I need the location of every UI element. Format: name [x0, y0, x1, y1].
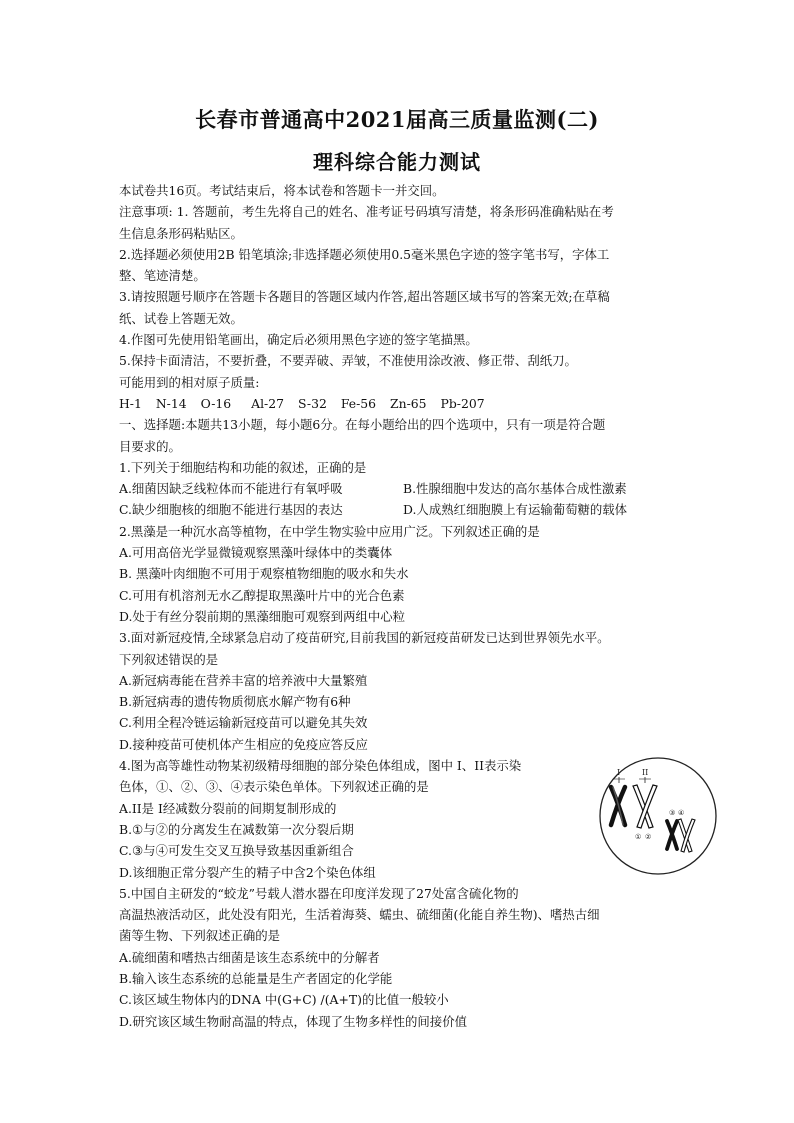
notice-4: 4.作图可先使用铅笔画出，确定后必须用黑色字迹的签字笔描黑。: [119, 332, 478, 348]
notice-1: 注意事项: 1. 答题前，考生先将自己的姓名、准考证号码填写清楚，将条形码准确粘贴在考: [119, 204, 614, 220]
notice-3-cont: 纸、试卷上答题无效。: [119, 310, 243, 326]
question-2-stem: 2.黑藻是一种沉水高等植物，在中学生物实验中应用广泛。下列叙述正确的是: [119, 523, 540, 539]
option-b: B.性腺细胞中发达的高尔基体合成性激素: [403, 481, 627, 497]
atom-mass: Al-27: [251, 395, 284, 411]
option-a: A.可用高倍光学显微镜观察黑藻叶绿体中的类囊体: [119, 545, 393, 561]
notice-2-cont: 整、笔迹清楚。: [119, 268, 206, 284]
question-4-stem: 4.图为高等雄性动物某初级精母细胞的部分染色体组成，图中 I、II表示染: [119, 758, 522, 774]
notice-3: 3.请按照题号顺序在答题卡各题目的答题区域内作答,超出答题区域书写的答案无效;在草稿: [119, 289, 610, 305]
atomic-masses: [119, 393, 689, 414]
chromosome-figure: [597, 755, 719, 877]
chromosome-small-filled: [667, 821, 677, 849]
chromosome-I: [611, 787, 625, 825]
atom-mass: Pb-207: [440, 395, 485, 411]
question-1-stem: 1.下列关于细胞结构和功能的叙述，正确的是: [119, 459, 367, 475]
option-b: B. 黑藻叶肉细胞不可用于观察植物细胞的吸水和失水: [119, 566, 409, 582]
option-c: C.可用有机溶剂无水乙醇提取黑藻叶片中的光合色素: [119, 587, 405, 603]
label-chromosome-I: I: [617, 768, 621, 777]
option-c: C.缺少细胞核的细胞不能进行基因的表达: [119, 502, 343, 518]
atom-mass: Fe-56: [340, 395, 377, 411]
page-subtitle: 理科综合能力测试: [313, 150, 481, 174]
question-1-options-ab: [119, 478, 689, 499]
atoms-label: 可能用到的相对原子质量:: [119, 374, 260, 390]
label-chromatid-2: ②: [645, 833, 652, 841]
option-c: C.利用全程冷链运输新冠疫苗可以避免其失效: [119, 715, 368, 731]
question-5-stem: 5.中国自主研发的“蛟龙”号载人潜水器在印度洋发现了27处富含硫化物的: [119, 885, 519, 901]
option-d: D.该细胞正常分裂产生的精子中含2个染色体组: [119, 864, 376, 880]
question-3-stem-cont: 下列叙述错误的是: [119, 651, 219, 667]
option-b: B.①与②的分离发生在减数第一次分裂后期: [119, 821, 354, 837]
notice-1-cont: 生信息条形码粘贴区。: [119, 225, 243, 241]
chromosome-II: [633, 785, 657, 828]
label-chromatid-3: ③: [669, 809, 676, 817]
atom-mass: N-14: [155, 395, 187, 411]
option-a: A.新冠病毒能在营养丰富的培养液中大量繁殖: [119, 672, 368, 688]
question-3-stem: 3.面对新冠疫情,全球紧急启动了疫苗研究,目前我国的新冠疫苗研发已达到世界领先水平。: [119, 630, 610, 646]
label-chromatid-1: ①: [635, 833, 642, 841]
option-b: B.输入该生态系统的总能量是生产者固定的化学能: [119, 970, 393, 986]
question-1-options-cd: [119, 499, 689, 520]
intro-line: 本试卷共16页。考试结束后，将本试卷和答题卡一并交回。: [119, 183, 445, 198]
option-b: B.新冠病毒的遗传物质彻底水解产物有6种: [119, 694, 351, 710]
question-4-stem-cont: 色体，①、②、③、④表示染色单体。下列叙述正确的是: [119, 779, 429, 795]
question-5-stem-cont2: 菌等生物、下列叙述正确的是: [119, 928, 281, 944]
atom-mass: H-1: [119, 395, 142, 411]
option-a: A.II是 I经减数分裂前的间期复制形成的: [119, 800, 337, 816]
section-heading: 一、选择题:本题共13小题，每小题6分。在每小题给出的四个选项中，只有一项是符合题: [119, 417, 606, 433]
chromosome-small-outlined: [678, 819, 695, 852]
notice-5: 5.保持卡面清洁，不要折叠，不要弄破、弄皱，不准使用涂改液、修正带、刮纸刀。: [119, 353, 577, 369]
option-d: D.人成熟红细胞膜上有运输葡萄糖的载体: [403, 502, 628, 518]
option-c: C.该区域生物体内的DNA 中(G+C) /(A+T)的比值一般较小: [119, 992, 449, 1008]
atom-mass: S-32: [297, 395, 327, 411]
question-5-stem-cont: 高温热液活动区，此处没有阳光，生活着海葵、蠕虫、硫细菌(化能自养生物)、嗜热古细: [119, 907, 600, 923]
option-c: C.③与④可发生交叉互换导致基因重新组合: [119, 843, 354, 859]
exam-body: [119, 180, 689, 1032]
label-chromosome-II: II: [642, 768, 649, 777]
option-d: D.处于有丝分裂前期的黑藻细胞可观察到两组中心粒: [119, 608, 406, 624]
section-heading-cont: 目要求的。: [119, 438, 181, 454]
option-a: A.细菌因缺乏线粒体而不能进行有氧呼吸: [119, 481, 343, 497]
atom-mass: Zn-65: [389, 395, 427, 411]
option-d: D.接种疫苗可使机体产生相应的免疫应答反应: [119, 736, 368, 752]
option-d: D.研究该区域生物耐高温的特点，体现了生物多样性的间接价值: [119, 1013, 467, 1029]
option-a: A.硫细菌和嗜热古细菌是该生态系统中的分解者: [119, 949, 380, 965]
page-title: 长春市普通高中2021届高三质量监测(二): [195, 107, 599, 132]
label-chromatid-4: ④: [678, 809, 685, 817]
atom-mass: O-16: [200, 395, 232, 411]
notice-2: 2.选择题必须使用2B 铅笔填涂;非选择题必须使用0.5毫米黑色字迹的签字笔书写，字体工: [119, 246, 610, 262]
